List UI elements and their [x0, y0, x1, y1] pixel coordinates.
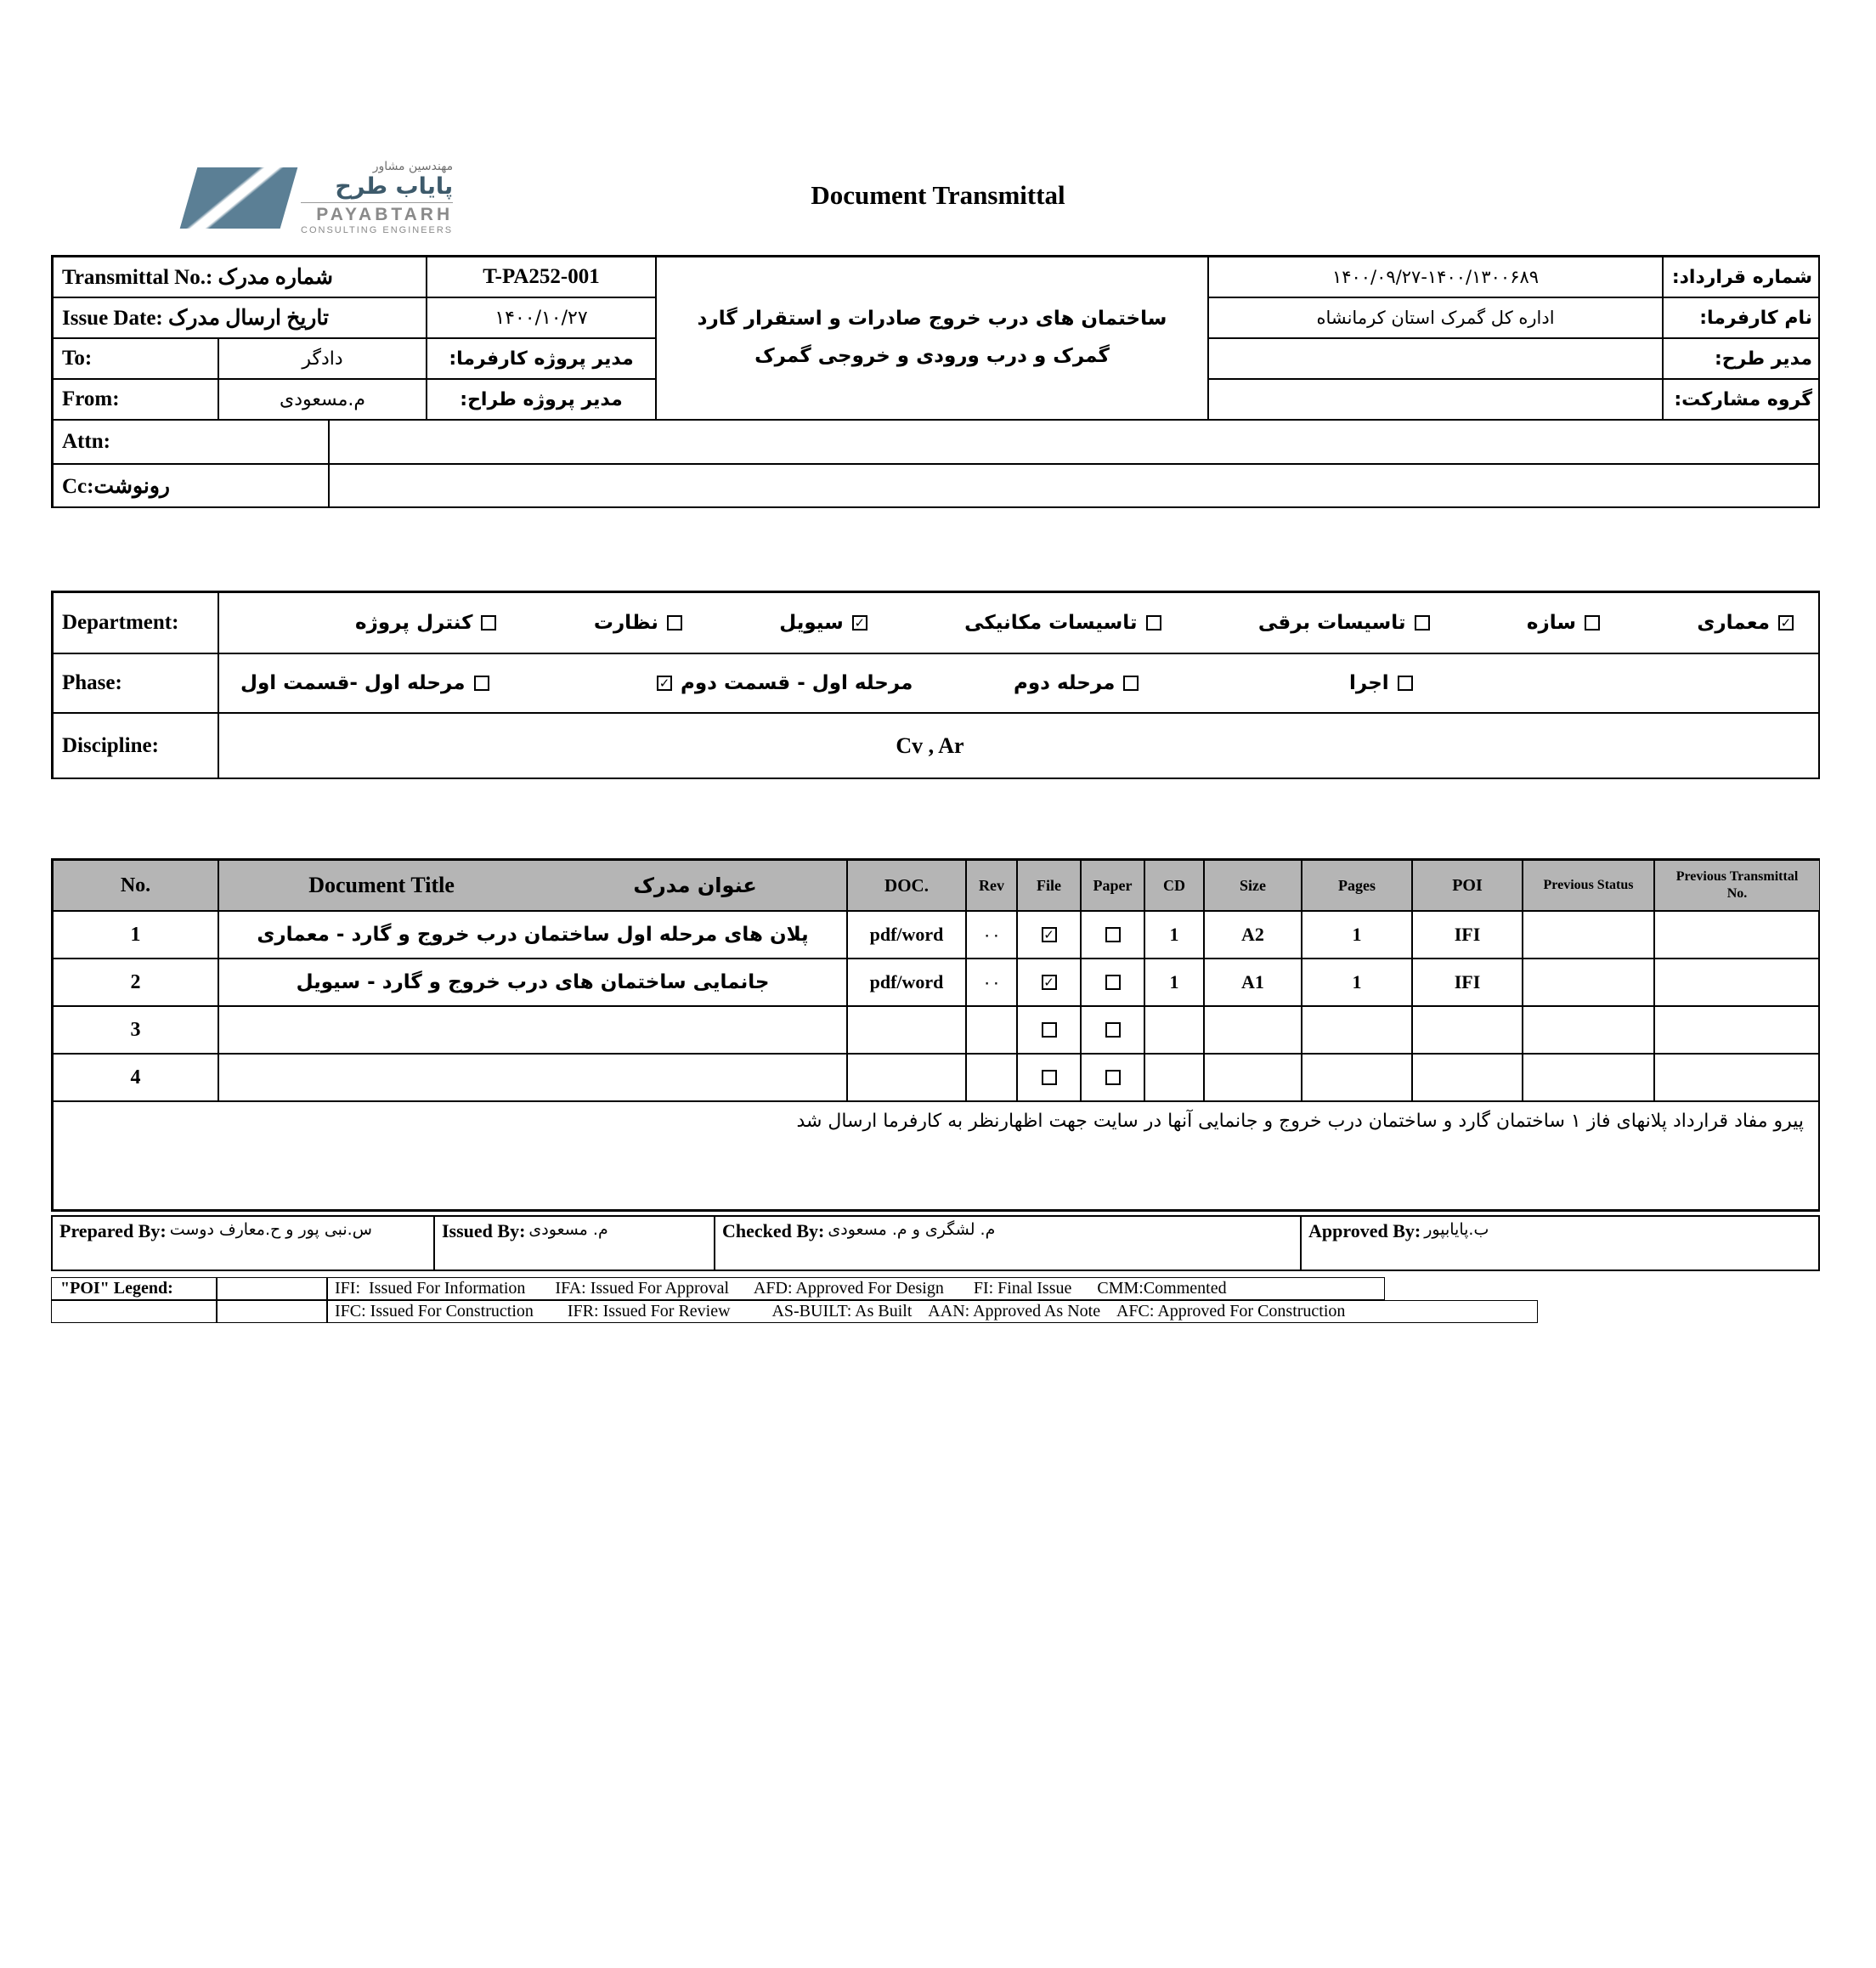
- checkbox[interactable]: [1042, 1070, 1057, 1085]
- doc-row-file: [1017, 1006, 1081, 1054]
- doc-row-size: [1204, 1006, 1302, 1054]
- poi-legend-label: "POI" Legend:: [51, 1277, 217, 1300]
- poi-legend-line2: IFC: Issued For Construction IFR: Issued For Review AS-BUILT: As Built AAN: Approved As Note AFC: Approved For Construction: [327, 1300, 1538, 1323]
- design-manager-value: [1208, 338, 1663, 379]
- doc-row-doc: pdf/word: [847, 959, 966, 1006]
- doc-row-size: A2: [1204, 911, 1302, 959]
- doc-row-prev-status: [1523, 911, 1654, 959]
- attn-label: Attn:: [53, 420, 329, 464]
- from-label: From:: [53, 379, 218, 420]
- doc-row-cd: [1144, 1006, 1204, 1054]
- transmittal-no-value: T-PA252-001: [427, 257, 656, 297]
- discipline-value: Cv , Ar: [218, 713, 1820, 779]
- doc-row-no: 4: [53, 1054, 218, 1101]
- doc-row-title: جانمایی ساختمان های درب خروج و گارد - سیویل: [218, 959, 847, 1006]
- col-header-title-en: Document Title: [308, 873, 455, 897]
- department-label: Department:: [53, 592, 218, 653]
- phase-option-label: مرحله دوم: [1014, 672, 1116, 694]
- doc-row-paper: [1081, 1054, 1144, 1101]
- doc-row-no: 2: [53, 959, 218, 1006]
- checkbox[interactable]: [1585, 615, 1600, 631]
- checkbox[interactable]: ✓: [657, 676, 672, 691]
- to-value: دادگر: [218, 338, 427, 379]
- attn-value: [329, 420, 1820, 464]
- poi-legend-empty: [51, 1300, 217, 1323]
- checkbox[interactable]: [667, 615, 682, 631]
- checkbox[interactable]: [1146, 615, 1161, 631]
- checkbox[interactable]: [1105, 927, 1121, 942]
- doc-row-pages: [1302, 1054, 1412, 1101]
- poi-legend-gap: [217, 1277, 327, 1300]
- col-header-file: File: [1017, 860, 1081, 911]
- poi-legend: [51, 1277, 1820, 1323]
- doc-row-prev-transmittal: [1654, 911, 1820, 959]
- doc-row-file: [1017, 1054, 1081, 1101]
- doc-row-cd: [1144, 1054, 1204, 1101]
- from-value: م.مسعودی: [218, 379, 427, 420]
- doc-row-file: [1017, 911, 1081, 959]
- department-option-label: سیویل: [779, 612, 844, 634]
- checkbox[interactable]: [474, 676, 489, 691]
- doc-row-no: 3: [53, 1006, 218, 1054]
- col-header-doc: DOC.: [847, 860, 966, 911]
- classification-table: [51, 591, 1820, 779]
- contract-no-value: ۱۴۰۰/۰۹/۲۷-۱۴۰۰/۱۳۰۰۶۸۹: [1208, 257, 1663, 297]
- doc-row-no: 1: [53, 911, 218, 959]
- prepared-by-label: Prepared By:: [59, 1220, 167, 1241]
- doc-row-pages: [1302, 1006, 1412, 1054]
- approved-by-value: ب.پایابپور: [1424, 1220, 1489, 1239]
- doc-row-cd: 1: [1144, 959, 1204, 1006]
- logo-fa-tagline: مهندسین مشاور: [372, 160, 454, 173]
- doc-row-poi: [1412, 1054, 1523, 1101]
- department-option-label: سازه: [1526, 612, 1576, 634]
- department-option-label: تاسیسات مکانیکی: [964, 612, 1138, 634]
- issue-date-value: ۱۴۰۰/۱۰/۲۷: [427, 297, 656, 338]
- department-option-label: کنترل پروژه: [355, 612, 473, 634]
- checkbox[interactable]: ✓: [852, 615, 867, 631]
- department-option: [1527, 612, 1600, 634]
- transmittal-no-label: Transmittal No.: شماره مدرک: [53, 257, 427, 297]
- doc-row-prev-transmittal: [1654, 1006, 1820, 1054]
- doc-row-poi: IFI: [1412, 911, 1523, 959]
- col-header-no: No.: [53, 860, 218, 911]
- checkbox[interactable]: ✓: [1778, 615, 1794, 631]
- checkbox[interactable]: ✓: [1042, 927, 1057, 942]
- checkbox[interactable]: [1105, 1022, 1121, 1038]
- doc-row-title: [218, 1006, 847, 1054]
- client-pm-label: مدیر پروژه کارفرما:: [427, 338, 656, 379]
- phase-option: [1014, 672, 1139, 694]
- department-option: [964, 612, 1161, 634]
- col-header-prev-status: Previous Status: [1523, 860, 1654, 911]
- doc-row-title: پلان های مرحله اول ساختمان درب خروج و گارد - معماری: [218, 911, 847, 959]
- col-header-title-fa: عنوان مدرک: [633, 874, 757, 897]
- document-table: [51, 858, 1820, 1212]
- to-label: To:: [53, 338, 218, 379]
- partnership-label: گروه مشارکت:: [1663, 379, 1820, 420]
- contract-no-label: شماره قرارداد:: [1663, 257, 1820, 297]
- poi-legend-line1: IFI: Issued For Information IFA: Issued For Approval AFD: Approved For Design FI: Final Issue CMM:Commented: [327, 1277, 1385, 1300]
- doc-row-pages: 1: [1302, 911, 1412, 959]
- prepared-by-value: س.نبی پور و ح.معارف دوست: [169, 1220, 372, 1239]
- project-description: ساختمان های درب خروج صادرات و استقرار گارد گمرک و درب ورودی و خروجی گمرک: [656, 257, 1208, 420]
- doc-row-rev: ۰۰: [966, 959, 1017, 1006]
- header-table: [51, 255, 1820, 508]
- phase-options: [218, 653, 1820, 713]
- doc-row-size: A1: [1204, 959, 1302, 1006]
- doc-row-paper: [1081, 959, 1144, 1006]
- page-title: Document Transmittal: [811, 180, 1065, 210]
- approved-by-label: Approved By:: [1308, 1220, 1421, 1241]
- checked-by-label: Checked By:: [722, 1220, 825, 1241]
- doc-row-prev-status: [1523, 1006, 1654, 1054]
- col-header-rev: Rev: [966, 860, 1017, 911]
- col-header-size: Size: [1204, 860, 1302, 911]
- phase-option-label: مرحله اول -قسمت اول: [240, 672, 466, 694]
- doc-row-prev-transmittal: [1654, 959, 1820, 1006]
- design-manager-label: مدیر طرح:: [1663, 338, 1820, 379]
- transmittal-note: پیرو مفاد قرارداد پلانهای فاز ۱ ساختمان گارد و ساختمان درب خروج و جانمایی آنها در سایت جهت اظهارنظر به کارفرما ارسال شد: [53, 1101, 1820, 1210]
- discipline-label: Discipline:: [53, 713, 218, 779]
- checkbox[interactable]: [1105, 975, 1121, 990]
- department-options: [218, 592, 1820, 653]
- approved-by-cell: [1301, 1216, 1819, 1270]
- col-header-prev-transmittal: Previous Transmittal No.: [1654, 860, 1820, 911]
- doc-row-doc: [847, 1006, 966, 1054]
- department-option: [1258, 612, 1430, 634]
- client-name-value: اداره کل گمرک استان کرمانشاه: [1208, 297, 1663, 338]
- cc-label: Cc:رونوشت: [53, 464, 329, 508]
- checkbox[interactable]: [1042, 1022, 1057, 1038]
- department-option-label: تاسیسات برقی: [1257, 612, 1406, 634]
- department-option-label: نظارت: [593, 612, 658, 634]
- partnership-value: [1208, 379, 1663, 420]
- checkbox[interactable]: ✓: [1042, 975, 1057, 990]
- doc-row-prev-status: [1523, 1054, 1654, 1101]
- doc-row-file: [1017, 959, 1081, 1006]
- doc-row-paper: [1081, 911, 1144, 959]
- phase-option-label: اجرا: [1349, 672, 1389, 694]
- department-option-label: معماری: [1697, 612, 1770, 634]
- checkbox[interactable]: [1105, 1070, 1121, 1085]
- doc-row-title: [218, 1054, 847, 1101]
- issued-by-value: م. مسعودی: [528, 1220, 608, 1239]
- doc-row-poi: IFI: [1412, 959, 1523, 1006]
- prepared-by-cell: [52, 1216, 434, 1270]
- signatures-row: [51, 1215, 1820, 1271]
- col-header-title: [218, 860, 847, 911]
- issue-date-label: Issue Date: تاریخ ارسال مدرک: [53, 297, 427, 338]
- logo-en-subtitle: CONSULTING ENGINEERS: [301, 225, 454, 235]
- checkbox[interactable]: [1415, 615, 1430, 631]
- checked-by-value: م. لشگری و م. مسعودی: [828, 1220, 996, 1239]
- doc-row-cd: 1: [1144, 911, 1204, 959]
- client-name-label: نام کارفرما:: [1663, 297, 1820, 338]
- checked-by-cell: [715, 1216, 1301, 1270]
- cc-value: [329, 464, 1820, 508]
- col-header-paper: Paper: [1081, 860, 1144, 911]
- doc-row-pages: 1: [1302, 959, 1412, 1006]
- department-option: [355, 612, 496, 634]
- designer-pm-label: مدیر پروژه طراح:: [427, 379, 656, 420]
- col-header-pages: Pages: [1302, 860, 1412, 911]
- col-header-poi: POI: [1412, 860, 1523, 911]
- doc-row-prev-transmittal: [1654, 1054, 1820, 1101]
- checkbox[interactable]: [1398, 676, 1413, 691]
- phase-label: Phase:: [53, 653, 218, 713]
- poi-legend-gap: [217, 1300, 327, 1323]
- col-header-cd: CD: [1144, 860, 1204, 911]
- issued-by-cell: [434, 1216, 715, 1270]
- doc-row-rev: [966, 1006, 1017, 1054]
- phase-option: [657, 672, 913, 694]
- phase-option: [240, 672, 489, 694]
- phase-option: [1349, 672, 1413, 694]
- doc-row-doc: pdf/word: [847, 911, 966, 959]
- department-option: [1697, 612, 1794, 634]
- checkbox[interactable]: [481, 615, 496, 631]
- doc-row-doc: [847, 1054, 966, 1101]
- doc-row-size: [1204, 1054, 1302, 1101]
- doc-row-rev: [966, 1054, 1017, 1101]
- doc-row-prev-status: [1523, 959, 1654, 1006]
- department-option: [594, 612, 682, 634]
- doc-row-rev: ۰۰: [966, 911, 1017, 959]
- doc-row-paper: [1081, 1006, 1144, 1054]
- checkbox[interactable]: [1123, 676, 1139, 691]
- logo-en-name: PAYABTARH: [301, 202, 453, 225]
- logo-fa-name: پایاب طرح: [335, 173, 454, 200]
- department-option: [779, 612, 867, 634]
- phase-option-label: مرحله اول - قسمت دوم: [681, 672, 913, 694]
- doc-row-poi: [1412, 1006, 1523, 1054]
- issued-by-label: Issued By:: [442, 1220, 526, 1241]
